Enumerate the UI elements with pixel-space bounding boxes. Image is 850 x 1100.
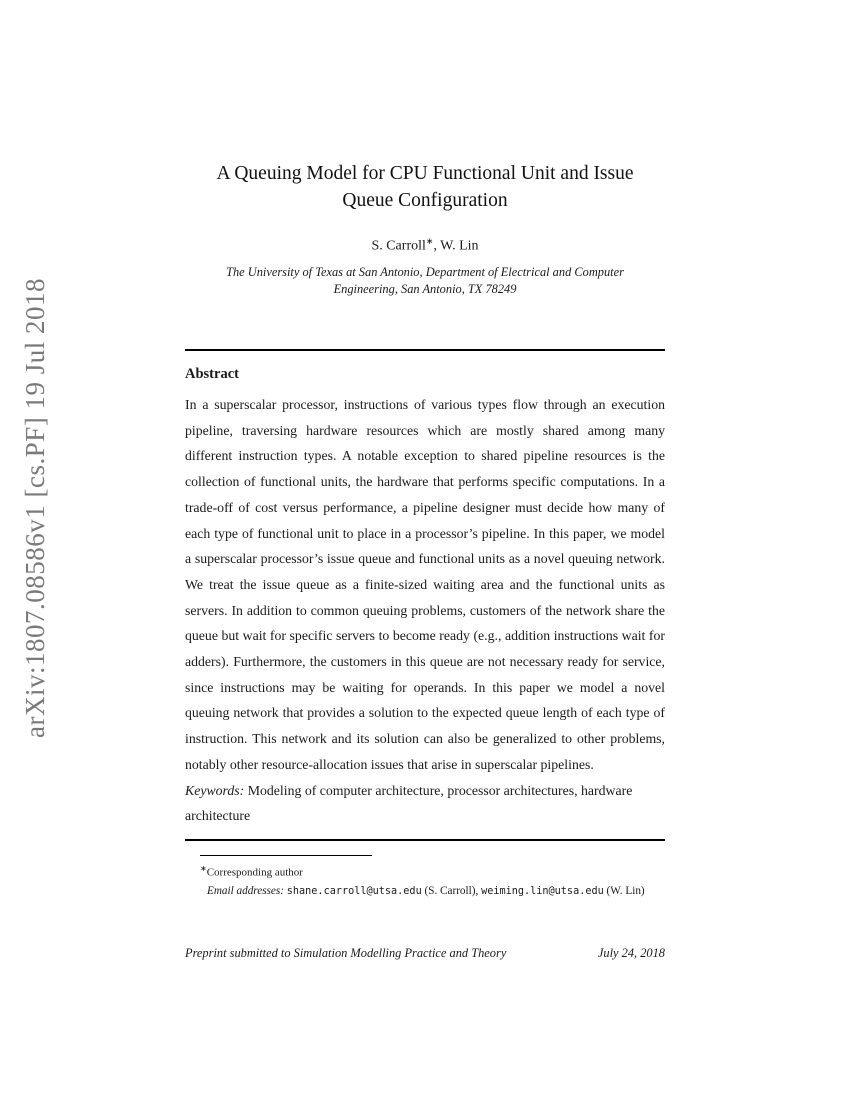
authors-line <box>185 236 665 255</box>
email-addresses-line <box>207 883 665 900</box>
email-address-2: weiming.lin@utsa.edu <box>481 886 604 898</box>
abstract-text: In a superscalar processor, instructions of various types flow through an execution pipeline, traversing hardware resources which are mostly shared among many different instruction types. A notable exception to shared pipeline resources is the collection of functional units, the hardware that performs specific computations. In a trade-off of cost versus performance, a pipeline designer must decide how many of each type of functional unit to place in a processor’s pipeline. In this paper, we model a superscalar processor’s issue queue and functional units as a novel queuing network. We treat the issue queue as a finite-sized waiting area and the functional units as servers. In addition to common queuing problems, customers of the network share the queue but wait for specific servers to become ready (e.g., addition instructions wait for adders). Furthermore, the customers in this queue are not necessary ready for service, since instructions may be waiting for operands. In this paper we model a novel queuing network that provides a solution to the expected queue length of each type of instruction. This network and its solution can also be generalized to other problems, notably other resource-allocation issues that arise in superscalar pipelines. <box>185 397 665 772</box>
author-footnote-marker: ∗ <box>425 236 434 246</box>
preprint-footer <box>185 946 665 961</box>
abstract-heading: Abstract <box>185 366 239 383</box>
footnote-rule <box>200 855 372 856</box>
paper-content-column <box>185 0 665 961</box>
author-name-2: , W. Lin <box>433 238 479 254</box>
paper-title: A Queuing Model for CPU Functional Unit and Issue Queue Configuration <box>216 163 634 211</box>
footnote-marker: ∗ <box>200 864 207 874</box>
abstract-top-rule <box>185 349 665 351</box>
author-name-1: S. Carroll <box>371 238 426 254</box>
preprint-journal-note: Preprint submitted to Simulation Modelling Practice and Theory <box>185 946 507 961</box>
preprint-date: July 24, 2018 <box>597 946 665 961</box>
email-address-1: shane.carroll@utsa.edu <box>286 886 422 898</box>
email-2-attribution: (W. Lin) <box>603 885 645 898</box>
keywords-line <box>185 778 665 829</box>
keywords-text: Modeling of computer architecture, processor architectures, hardware architecture <box>185 782 633 824</box>
corresponding-author-note <box>200 861 665 881</box>
email-label: Email addresses: <box>207 885 284 898</box>
keywords-label: Keywords: <box>185 782 245 798</box>
footnote-block <box>185 855 665 900</box>
email-1-attribution: (S. Carroll), <box>421 885 482 898</box>
corresponding-author-text: Corresponding author <box>206 867 303 880</box>
affiliation: The University of Texas at San Antonio, Department of Electrical and Computer Engineering, San Antonio, TX 78249 <box>226 264 624 296</box>
arxiv-watermark: arXiv:1807.08586v1 [cs.PF] 19 Jul 2018 <box>20 278 50 738</box>
abstract-bottom-rule <box>185 839 665 841</box>
